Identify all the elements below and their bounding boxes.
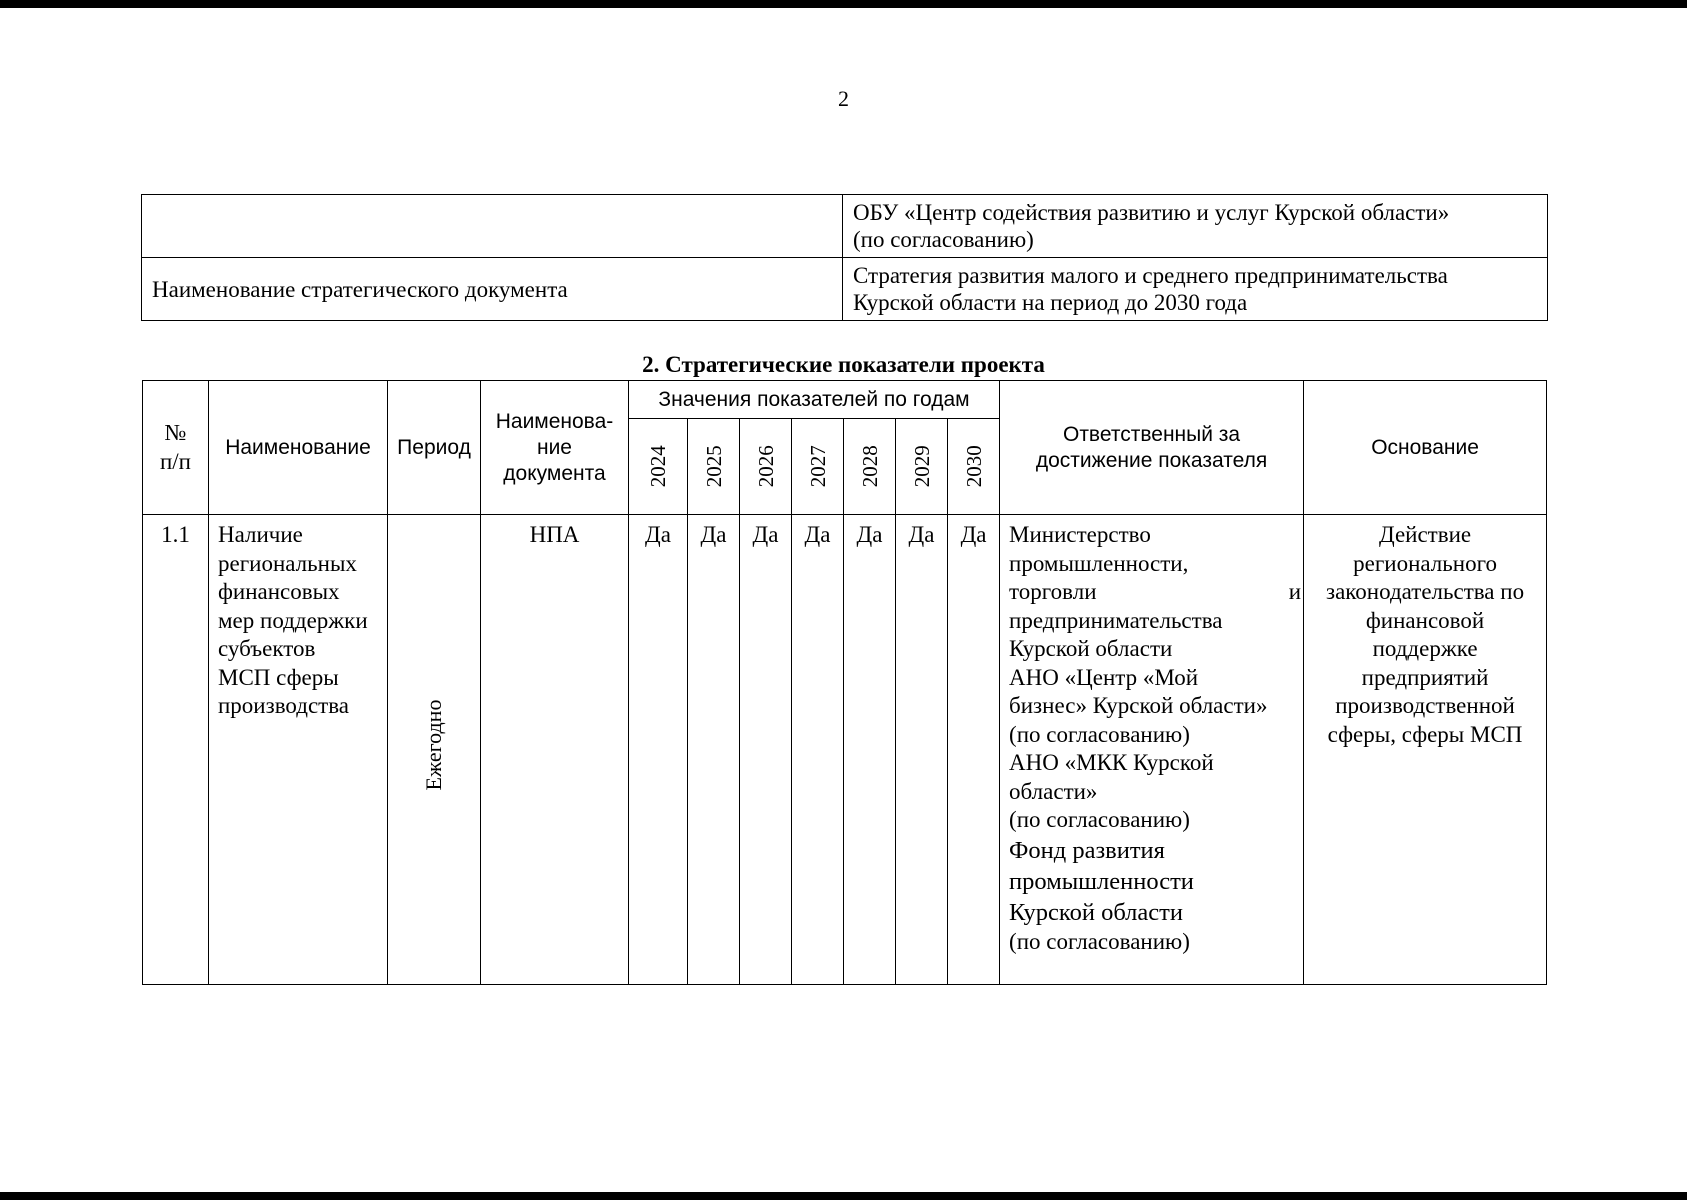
header-year: 2029 — [896, 419, 948, 515]
row-responsible: Министерство промышленности, торговли и предпринимательства Курской области АНО «Центр «Мой бизнес» Курской области» (по согласованию) АНО «МКК Курской области» (по согласованию) Фонд развития промышленности Курской области (по согласованию) — [1000, 515, 1304, 985]
page-number: 2 — [838, 86, 849, 111]
row-value: Да — [948, 515, 1000, 985]
info-row — [142, 195, 1548, 258]
row-value: Да — [629, 515, 688, 985]
row-period — [388, 515, 481, 985]
header-year: 2028 — [844, 419, 896, 515]
row-period-text: Ежегодно — [420, 699, 446, 791]
info-value-line: Курской области на период до 2030 года — [853, 290, 1248, 315]
info-value-line: Стратегия развития малого и среднего предпринимательства — [853, 263, 1448, 288]
info-value — [843, 195, 1548, 258]
header-year: 2025 — [688, 419, 740, 515]
row-value: Да — [792, 515, 844, 985]
row-value: Да — [740, 515, 792, 985]
scan-border-bottom — [0, 1192, 1687, 1200]
info-label — [142, 195, 843, 258]
info-value — [843, 258, 1548, 321]
info-value-line: ОБУ «Центр содействия развитию и услуг Курской области» — [853, 200, 1450, 225]
info-label: Наименование стратегического документа — [142, 258, 843, 321]
header-basis: Основание — [1304, 381, 1547, 515]
header-year: 2027 — [792, 419, 844, 515]
header-year: 2026 — [740, 419, 792, 515]
row-name: Наличие региональных финансовых мер поддержки субъектов МСП сферы производства — [209, 515, 388, 985]
header-row — [143, 381, 1547, 419]
header-document: Наименова- ние документа — [481, 381, 629, 515]
scan-border-top — [0, 0, 1687, 8]
info-row — [142, 258, 1548, 321]
row-value: Да — [844, 515, 896, 985]
indicators-table — [142, 380, 1547, 985]
row-value: Да — [896, 515, 948, 985]
header-period: Период — [388, 381, 481, 515]
row-num: 1.1 — [143, 515, 209, 985]
header-responsible: Ответственный за достижение показателя — [1000, 381, 1304, 515]
header-year: 2030 — [948, 419, 1000, 515]
info-value-line: (по согласованию) — [853, 227, 1034, 252]
header-num: № п/п — [143, 381, 209, 515]
table-row — [143, 515, 1547, 985]
header-year: 2024 — [629, 419, 688, 515]
row-value: Да — [688, 515, 740, 985]
header-name: Наименование — [209, 381, 388, 515]
row-document: НПА — [481, 515, 629, 985]
header-values-group: Значения показателей по годам — [629, 381, 1000, 419]
section-title: 2. Стратегические показатели проекта — [642, 352, 1045, 377]
info-table — [141, 194, 1548, 321]
row-basis: Действие регионального законодательства по финансовой поддержке предприятий производственной сферы, сферы МСП — [1304, 515, 1547, 985]
